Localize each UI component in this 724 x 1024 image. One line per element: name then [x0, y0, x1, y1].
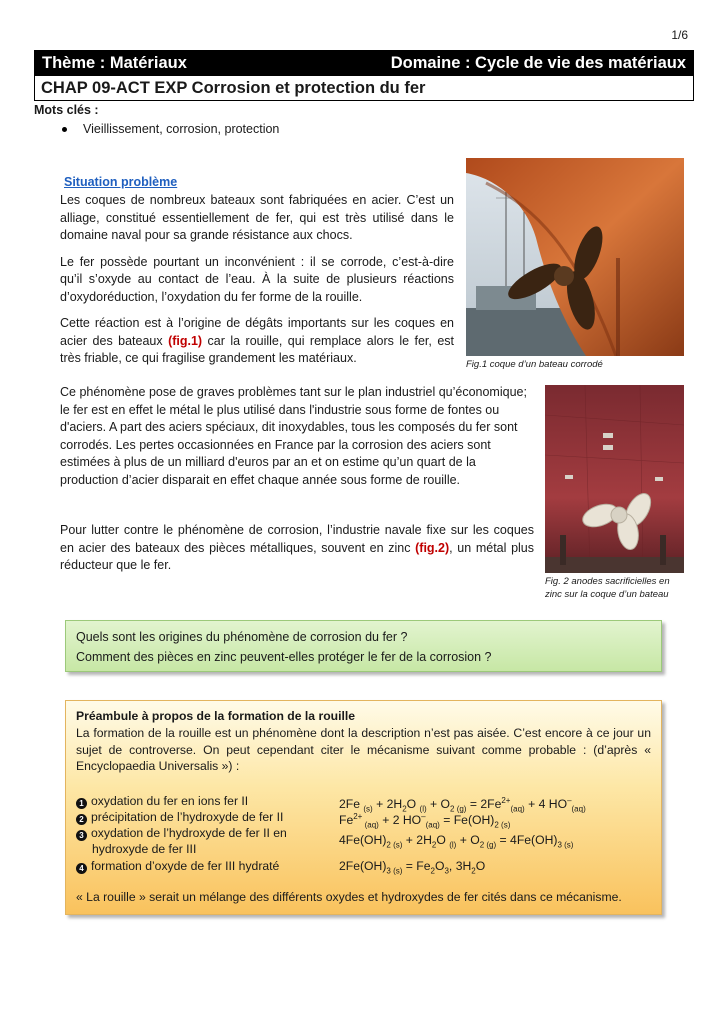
fig2-reference: (fig.2) — [415, 540, 450, 555]
preambule-title: Préambule à propos de la formation de la rouille — [76, 709, 356, 723]
bullet-icon — [62, 127, 67, 132]
step-1: 1 oxydation du fer en ions fer II — [76, 793, 248, 809]
keywords-list-item — [62, 122, 279, 136]
step-4: 4 formation d’oxyde de fer III hydraté — [76, 858, 279, 874]
equation-4: $2Fe(OH)_{3 (s)} = Fe_2O_3$, $3H_2O$ — [339, 859, 486, 876]
page-number: 1/6 — [671, 28, 688, 42]
figure-1-corroded-hull-image — [466, 158, 684, 356]
step-number-icon: 2 — [76, 814, 87, 825]
step-3: 3 oxydation de l’hydroxyde de fer II en hydroxyde de fer III — [76, 825, 287, 857]
question-2: Comment des pièces en zinc peuvent-elles protéger le fer de la corrosion ? — [76, 650, 492, 664]
keywords-text: Vieillissement, corrosion, protection — [83, 122, 280, 136]
keywords-title: Mots clés : — [34, 103, 99, 117]
situation-paragraph-5: Pour lutter contre le phénomène de corrosion, l’industrie navale fixe sur les coques en acier des bateaux des pièces métalliques, souvent en zinc (fig.2), un métal plus réducteur que le fer. — [60, 523, 535, 572]
situation-paragraph-4-block — [60, 384, 534, 489]
step-2: 2 précipitation de l’hydroxyde de fer II — [76, 809, 283, 825]
figure-2-caption: Fig. 2 anodes sacrificielles en zinc sur la coque d’un bateau — [545, 576, 670, 600]
situation-paragraph-4: Ce phénomène pose de graves problèmes tant sur le plan industriel qu’économique; le fer est en effet le métal le plus utilisé dans l'industrie sous forme de fontes ou d'aciers. A part des aciers spéciaux, dit inoxydables, tous les composés du fer sont corrodés. Les pertes occasionnées en France par la corrosion des aciers sont estimées à plus de un milliard d'euros par an et on estime qu’un quart de la production d’acier disparait en effet chaque année sous forme de rouille. — [60, 385, 527, 487]
situation-paragraph-5-block — [60, 522, 534, 575]
equation-2: $Fe^{2+}$ $_{(aq)}$ + 2 $HO^-_{(aq)} = Fe(OH)_{2 (s)}$ — [339, 812, 511, 830]
step-number-icon: 4 — [76, 863, 87, 874]
preambule-box — [65, 700, 662, 915]
preambule-conclusion: « La rouille » serait un mélange des différents oxydes et hydroxydes de fer cités dans ce mécanisme. — [76, 890, 622, 904]
questions-box — [65, 620, 662, 672]
situation-paragraph-3: Cette réaction est à l’origine de dégâts importants sur les coques en acier des bateaux (fig.1) car la rouille, qui remplace alors le fer, est très friable, ce qui fragilise grandement les matériaux. — [60, 316, 454, 365]
chapter-title: CHAP 09-ACT EXP Corrosion et protection du fer — [41, 78, 426, 97]
equation-1: 2Fe $_{(s)} + 2H_2O$ $_{(l)} + O_{2 (g)} = 2Fe^{2+}_{(aq)} + 4$ $HO^-_{(aq)}$ — [339, 796, 586, 814]
step-number-icon: 3 — [76, 830, 87, 841]
figure-1-caption: Fig.1 coque d’un bateau corrodé — [466, 359, 603, 370]
question-1: Quels sont les origines du phénomène de corrosion du fer ? — [76, 630, 408, 644]
preambule-intro: La formation de la rouille est un phénomène dont la description n’est pas aisée. C’est encore à ce jour un sujet de controverse. On peut cependant citer le mécanisme suivant comme probable : (d’après « Encyclopaedia Universalis ») : — [76, 726, 651, 773]
fig1-reference: (fig.1) — [168, 333, 203, 348]
figure-2-zinc-anodes-image — [545, 385, 684, 573]
domain-title: Domaine : Cycle de vie des matériaux — [390, 53, 686, 72]
chapter-title-bar — [34, 76, 694, 101]
theme-header-bar — [34, 50, 694, 76]
situation-text-top — [60, 192, 454, 368]
step-number-icon: 1 — [76, 798, 87, 809]
equation-3: $4Fe(OH)_{2 (s)} + 2H_2O$ $_{(l)} + O_{2 (g)} = 4Fe(OH)_{3 (s)}$ — [339, 833, 574, 850]
theme-title: Thème : Matériaux — [42, 53, 187, 72]
situation-title: Situation problème — [64, 175, 178, 189]
situation-paragraph-1: Les coques de nombreux bateaux sont fabriquées en acier. C’est un alliage, constitué essentiellement de fer, qui est très utilisé dans le domaine naval pour sa grande résistance aux chocs. — [60, 193, 454, 242]
situation-paragraph-2: Le fer possède pourtant un inconvénient : il se corrode, c’est-à-dire qu’il s’oxyde au contact de l’eau. À la suite de plusieurs réactions d’oxydoréduction, l’oxydation du fer forme de la rouille. — [60, 254, 454, 304]
